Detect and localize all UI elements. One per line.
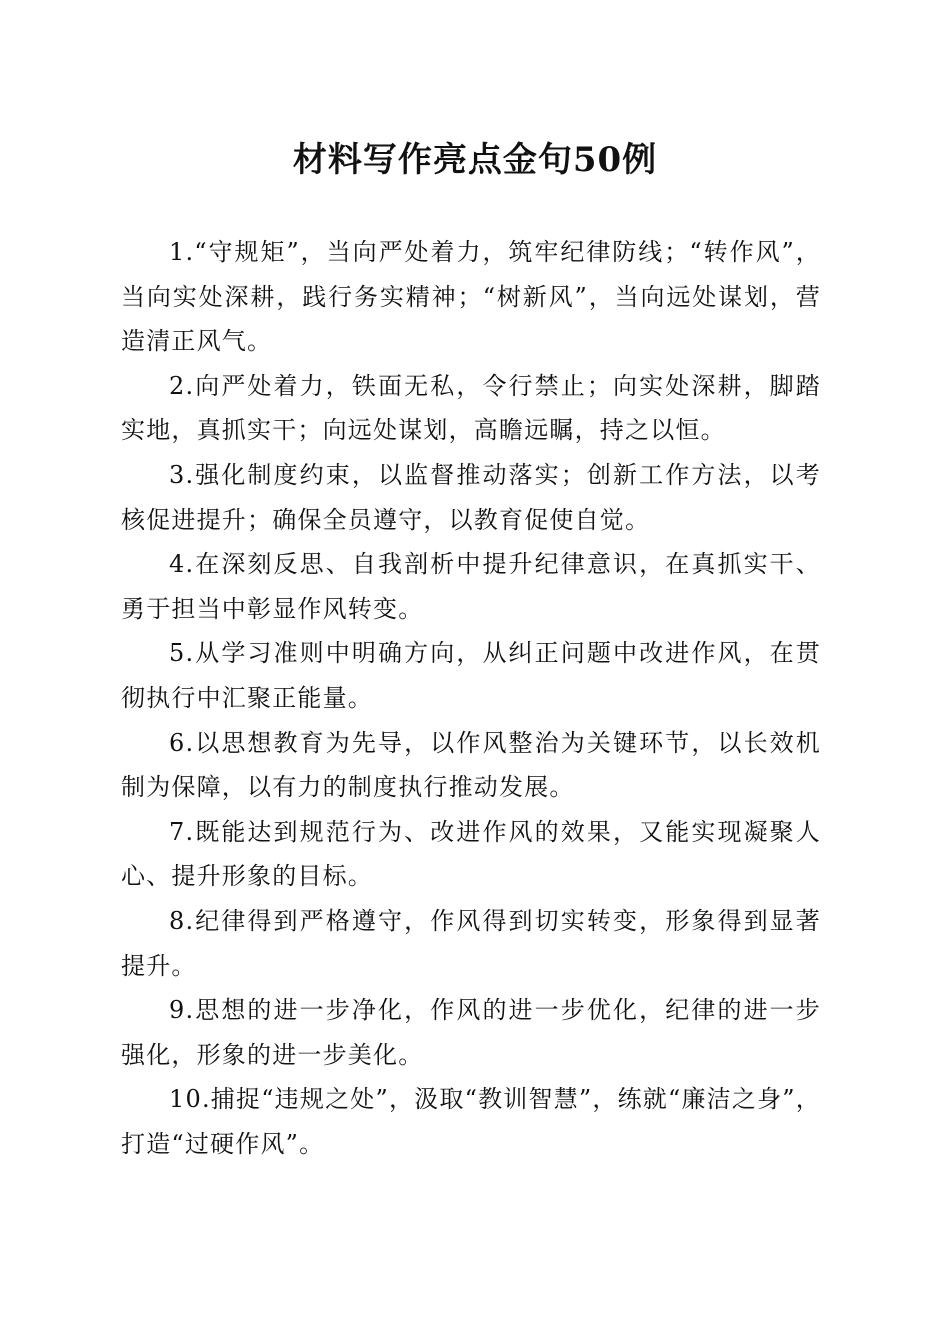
paragraph-item-6: 6.以思想教育为先导，以作风整治为关键环节，以长效机制为保障，以有力的制度执行推动发展。 [121, 728, 821, 802]
paragraph-item-7: 7.既能达到规范行为、改进作风的效果，又能实现凝聚人心、提升形象的目标。 [121, 817, 821, 891]
paragraph-item-10: 10.捕捉“违规之处”，汲取“教训智慧”，练就“廉洁之身”，打造“过硬作风”。 [121, 1085, 821, 1158]
paragraph-item-5: 5.从学习准则中明确方向，从纠正问题中改进作风，在贯彻执行中汇聚正能量。 [121, 639, 821, 712]
paragraph-item-8: 8.纪律得到严格遵守，作风得到切实转变，形象得到显著提升。 [121, 906, 821, 980]
paragraph-item-2: 2.向严处着力，铁面无私，令行禁止；向实处深耕，脚踏实地，真抓实干；向远处谋划，高瞻远瞩，持之以恒。 [121, 371, 821, 445]
document-body [121, 230, 821, 1166]
document-title: 材料写作亮点金句50例 [292, 140, 658, 180]
paragraph-item-3: 3.强化制度约束，以监督推动落实；创新工作方法，以考核促进提升；确保全员遵守，以教育促使自觉。 [121, 460, 821, 534]
paragraph-item-4: 4.在深刻反思、自我剖析中提升纪律意识，在真抓实干、勇于担当中彰显作风转变。 [121, 550, 821, 623]
paragraph-item-1: 1.“守规矩”，当向严处着力，筑牢纪律防线；“转作风”，当向实处深耕，践行务实精神；“树新风”，当向远处谋划，营造清正风气。 [121, 238, 821, 356]
paragraph-item-9: 9.思想的进一步净化，作风的进一步优化，纪律的进一步强化，形象的进一步美化。 [121, 996, 821, 1069]
